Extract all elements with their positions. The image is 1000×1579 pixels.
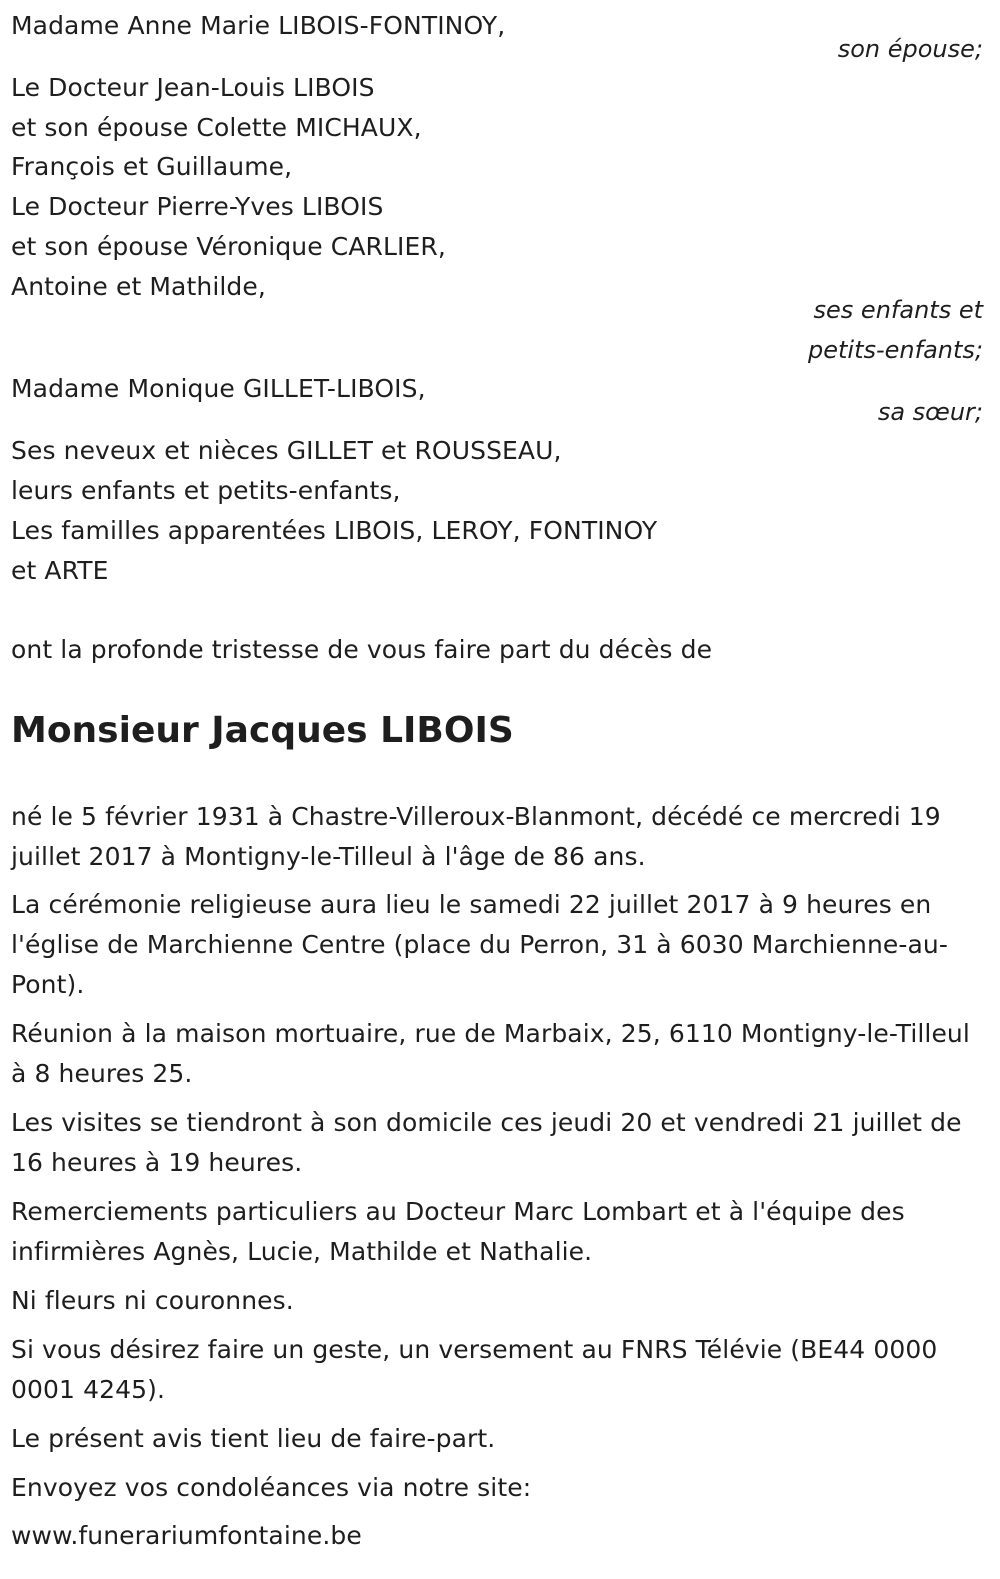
sister-role: sa sœur; bbox=[877, 398, 983, 426]
spouse-name: Madame Anne Marie LIBOIS-FONTINOY, bbox=[11, 11, 506, 40]
child-line: et son épouse Véronique CARLIER, bbox=[11, 232, 446, 261]
spouse-role: son épouse; bbox=[837, 35, 983, 63]
extended-family-line: leurs enfants et petits-enfants, bbox=[11, 476, 401, 505]
birth-death-details: né le 5 février 1931 à Chastre-Villeroux-Blanmont, décédé ce mercredi 19 juillet 2017 à Montigny-le-Tilleul à l'âge de 86 ans. bbox=[11, 802, 941, 871]
website-link[interactable]: www.funerariumfontaine.be bbox=[11, 1521, 362, 1550]
no-flowers-text: Ni fleurs ni couronnes. bbox=[11, 1286, 294, 1315]
child-line: Antoine et Mathilde, bbox=[11, 272, 266, 301]
thanks-text: Remerciements particuliers au Docteur Marc Lombart et à l'équipe des infirmières Agnès, Lucie, Mathilde et Nathalie. bbox=[11, 1197, 905, 1266]
extended-family-line: et ARTE bbox=[11, 556, 109, 585]
children-role: petits-enfants; bbox=[808, 336, 983, 364]
extended-family-line: Les familles apparentées LIBOIS, LEROY, FONTINOY bbox=[11, 516, 658, 545]
deceased-name: Monsieur Jacques LIBOIS bbox=[11, 710, 514, 751]
child-line: Le Docteur Jean-Louis LIBOIS bbox=[11, 73, 375, 102]
extended-family-line: Ses neveux et nièces GILLET et ROUSSEAU, bbox=[11, 436, 562, 465]
child-line: François et Guillaume, bbox=[11, 152, 293, 181]
condolences-text: Envoyez vos condoléances via notre site: bbox=[11, 1473, 532, 1502]
children-role: ses enfants et bbox=[813, 296, 983, 324]
visits-details: Les visites se tiendront à son domicile ces jeudi 20 et vendredi 21 juillet de 16 heures à 19 heures. bbox=[11, 1108, 962, 1177]
gathering-details: Réunion à la maison mortuaire, rue de Marbaix, 25, 6110 Montigny-le-Tilleul à 8 heures 25. bbox=[11, 1019, 970, 1088]
donation-text: Si vous désirez faire un geste, un versement au FNRS Télévie (BE44 0000 0001 4245). bbox=[11, 1335, 938, 1404]
child-line: Le Docteur Pierre-Yves LIBOIS bbox=[11, 192, 384, 221]
ceremony-details: La cérémonie religieuse aura lieu le samedi 22 juillet 2017 à 9 heures en l'église de Marchienne Centre (place du Perron, 31 à 6030 Marchienne-au-Pont). bbox=[11, 890, 948, 999]
announcement-text: ont la profonde tristesse de vous faire part du décès de bbox=[11, 635, 713, 664]
sister-name: Madame Monique GILLET-LIBOIS, bbox=[11, 374, 426, 403]
notice-text: Le présent avis tient lieu de faire-part. bbox=[11, 1424, 496, 1453]
child-line: et son épouse Colette MICHAUX, bbox=[11, 113, 422, 142]
